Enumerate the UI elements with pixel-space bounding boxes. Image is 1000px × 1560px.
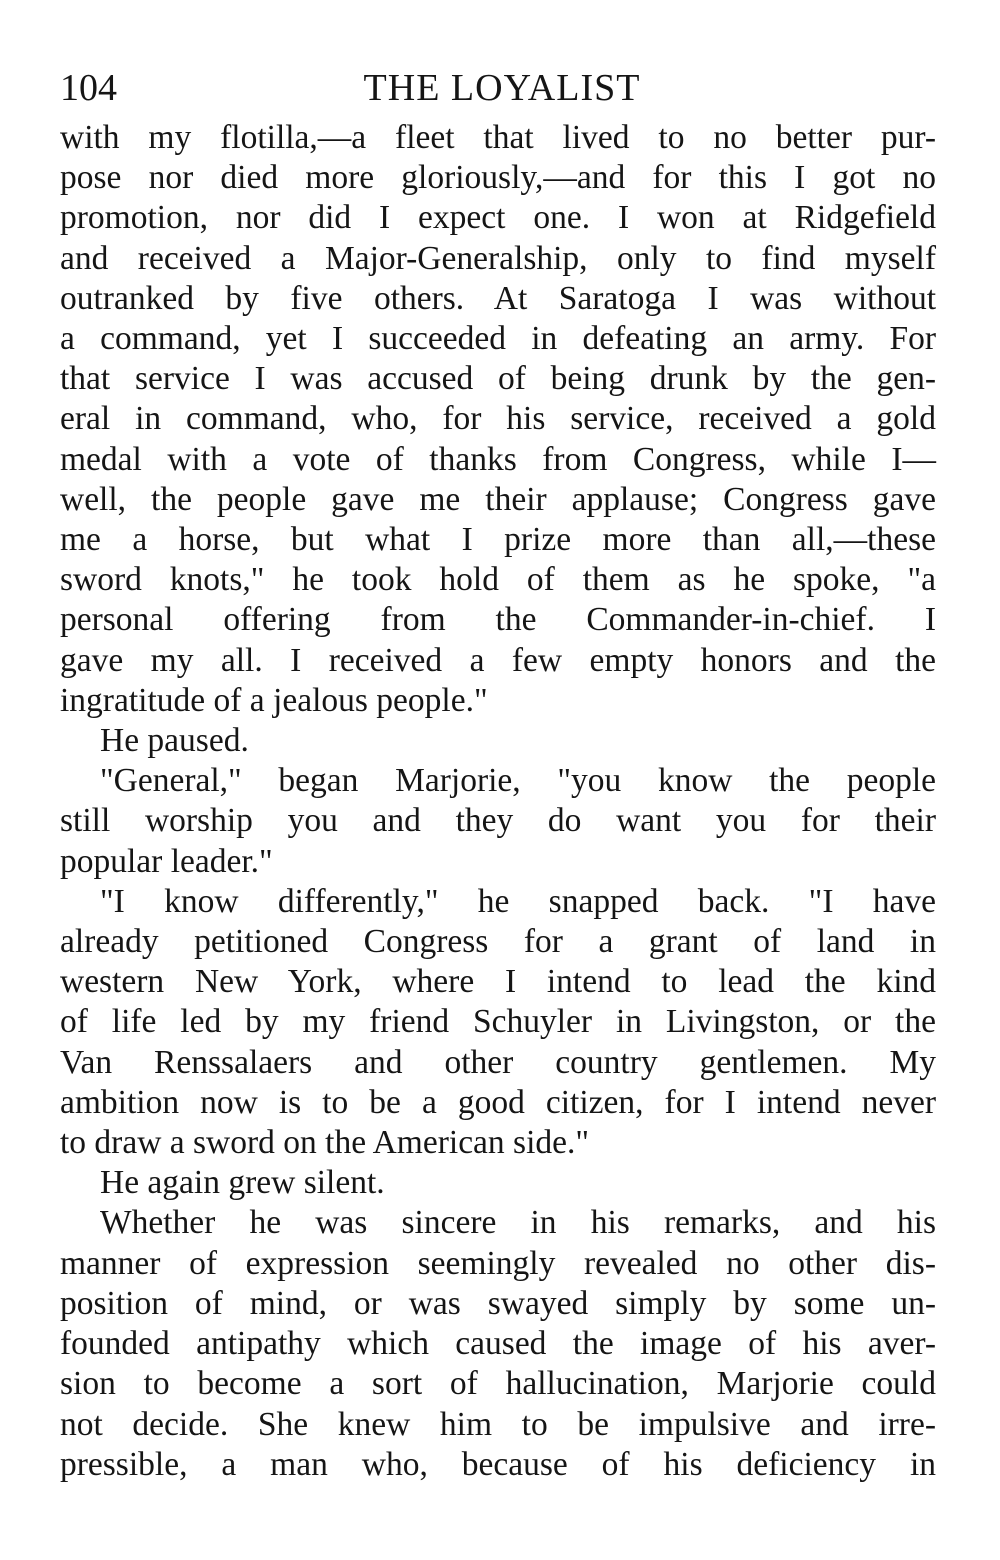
- text-line: me a horse, but what I prize more than all,—these: [60, 521, 936, 559]
- running-title: THE LOYALIST: [363, 67, 641, 109]
- text-line: promotion, nor did I expect one. I won at Ridgefield: [60, 199, 936, 237]
- page-number: 104: [60, 67, 117, 109]
- text-line: with my flotilla,—a fleet that lived to no better pur-: [60, 119, 936, 156]
- text-line: popular leader.": [60, 842, 273, 880]
- text-line: He paused.: [100, 722, 249, 760]
- text-line: personal offering from the Commander-in-chief. I: [60, 601, 936, 639]
- text-line: western New York, where I intend to lead the kind: [60, 963, 936, 1001]
- text-line: medal with a vote of thanks from Congress, while I—: [60, 440, 936, 478]
- text-line: Whether he was sincere in his remarks, and his: [100, 1204, 936, 1242]
- book-page: [60, 58, 936, 1485]
- text-line: founded antipathy which caused the image of his aver-: [60, 1325, 936, 1363]
- text-line: pose nor died more gloriously,—and for this I got no: [60, 159, 936, 197]
- text-line: Van Renssalaers and other country gentlemen. My: [60, 1043, 936, 1081]
- text-line: ingratitude of a jealous people.": [60, 681, 488, 719]
- running-head: [60, 58, 936, 118]
- text-line: gave my all. I received a few empty honors and the: [60, 641, 936, 679]
- text-line: sion to become a sort of hallucination, Marjorie could: [60, 1365, 936, 1403]
- text-line: sword knots," he took hold of them as he spoke, "a: [60, 561, 936, 599]
- text-line: already petitioned Congress for a grant of land in: [60, 923, 936, 961]
- text-line: position of mind, or was swayed simply by some un-: [60, 1284, 936, 1322]
- text-line: "I know differently," he snapped back. "I have: [100, 882, 936, 920]
- body-text: [60, 118, 936, 1485]
- text-line: manner of expression seemingly revealed no other dis-: [60, 1244, 936, 1282]
- text-line: and received a Major-Generalship, only to find myself: [60, 239, 936, 277]
- text-line: not decide. She knew him to be impulsive and irre-: [60, 1405, 936, 1443]
- text-line: eral in command, who, for his service, received a gold: [60, 400, 936, 438]
- text-line: to draw a sword on the American side.": [60, 1124, 590, 1162]
- text-line: of life led by my friend Schuyler in Livingston, or the: [60, 1003, 936, 1041]
- text-line: He again grew silent.: [100, 1164, 385, 1202]
- text-line: that service I was accused of being drunk by the gen-: [60, 360, 936, 398]
- text-line: pressible, a man who, because of his deficiency in: [60, 1445, 936, 1483]
- text-line: well, the people gave me their applause; Congress gave: [60, 480, 936, 518]
- text-line: still worship you and they do want you for their: [60, 802, 936, 840]
- text-line: "General," began Marjorie, "you know the people: [100, 762, 936, 800]
- text-line: a command, yet I succeeded in defeating an army. For: [60, 320, 936, 358]
- text-line: ambition now is to be a good citizen, for I intend never: [60, 1083, 936, 1121]
- text-line: outranked by five others. At Saratoga I was without: [60, 279, 936, 317]
